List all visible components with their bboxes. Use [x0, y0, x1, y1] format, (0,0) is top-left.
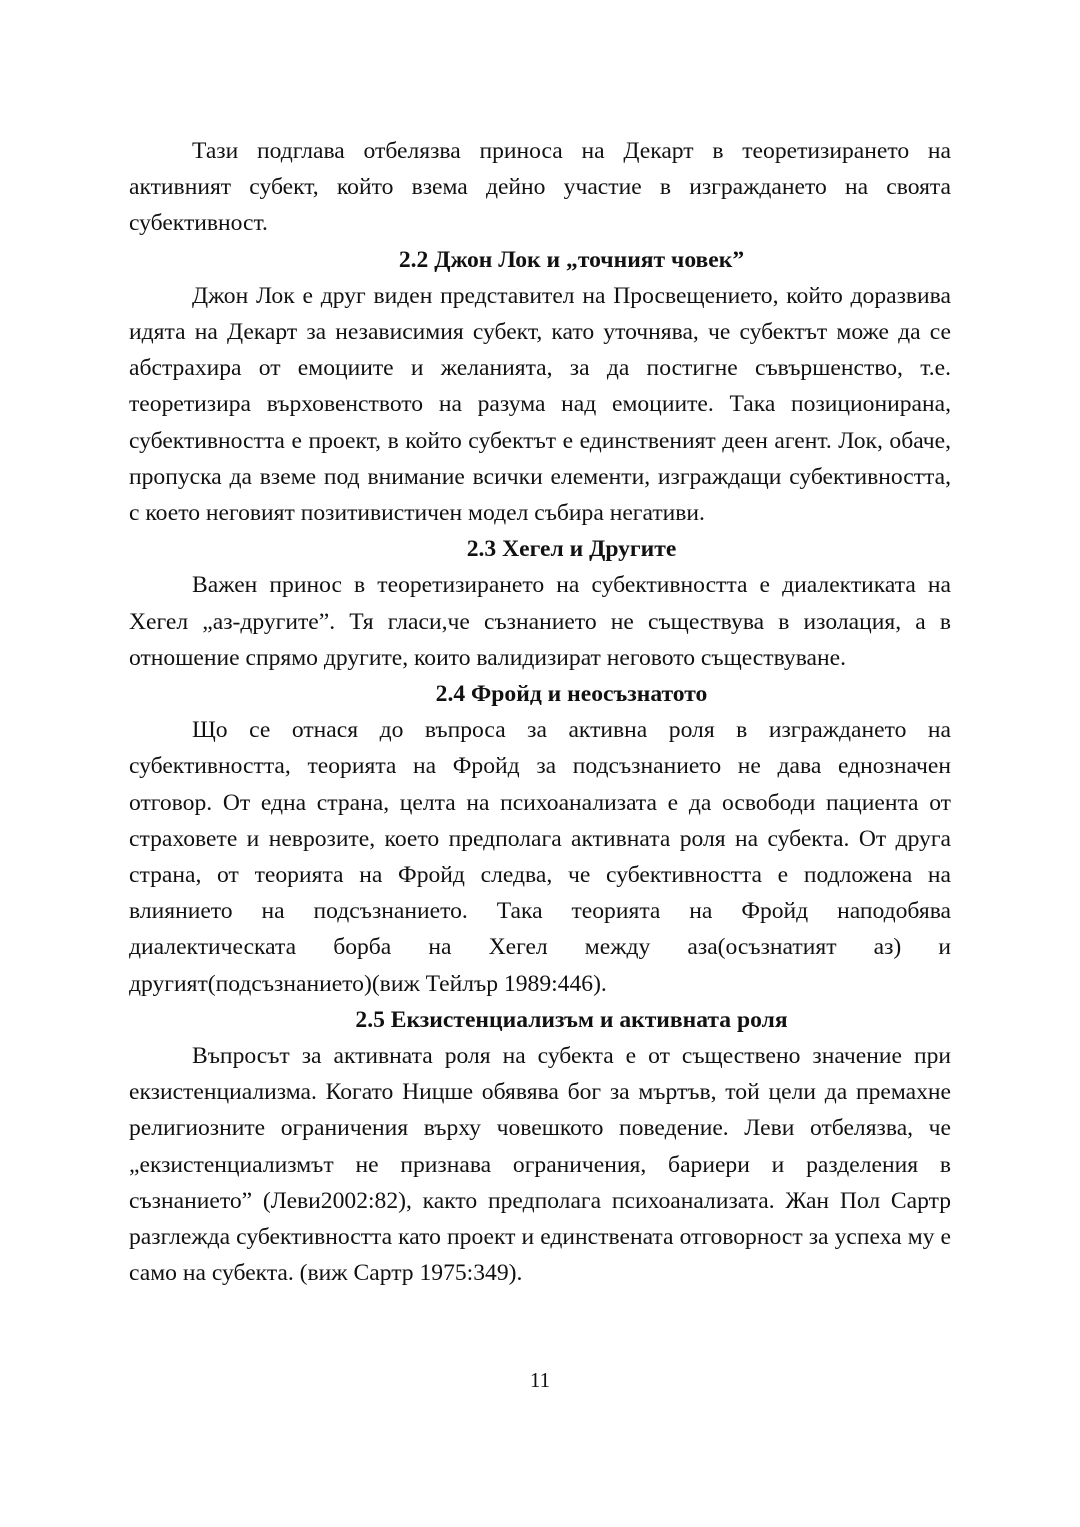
heading-locke: 2.2 Джон Лок и „точният човек” [398, 246, 745, 273]
page-number: 11 [529, 1368, 551, 1392]
paragraph-hegel: Важен принос в теоретизирането на субективността е диалектиката на Хегел „аз-другите”. Тя гласи,че съзнанието не съществува в изолация, а в отношение спрямо другите, които валидизират неговото съществуване. [129, 572, 951, 671]
body-text [129, 133, 951, 1292]
paragraph-existentialism: Въпросът за активната роля на субекта е от съществено значение при екзистенциализма. Когато Ницше обявява бог за мъртъв, той цели да премахне религиозните ограничения върху човешкото поведение. Леви отбелязва, че „екзистенциализмът не признава ограничения, бариери и разделения в съзнанието” (Леви2002:82), както предполага психоанализата. Жан Пол Сартр разглежда субективността като проект и единствената отговорност за успеха му е само на субекта. (виж Сартр 1975:349). [129, 1043, 951, 1287]
paragraph-freud: Що се отнася до въпроса за активна роля в изграждането на субективността, теорията на Фройд за подсъзнанието не дава еднозначен отговор. От една страна, целта на психоанализата е да освободи пациента от страховете и неврозите, което предполага активната роля на субекта. От друга страна, от теорията на Фройд следва, че субективността е подложена на влиянието на подсъзнанието. Така теорията на Фройд наподобява диалектическата борба на Хегел между аза(осъзнатият аз) и другият(подсъзнанието)(виж Тейлър 1989:446). [129, 717, 951, 997]
heading-hegel: 2.3 Хегел и Другите [466, 536, 677, 563]
paragraph-locke: Джон Лок е друг виден представител на Просвещението, който доразвива идята на Декарт за независимия субект, като уточнява, че субектът може да се абстрахира от емоциите и желанията, за да постигне съвършенство, т.е. теоретизира върховенството на разума над емоциите. Така позиционирана, субективността е проект, в който субектът е единственият деен агент. Лок, обаче, пропуска да вземе под внимание всички елементи, изграждащи субективността, с което неговият позитивистичен модел събира негативи. [129, 282, 951, 527]
heading-freud: 2.4 Фройд и неосъзнатото [435, 681, 708, 708]
heading-existentialism: 2.5 Екзистенциализъм и активната роля [355, 1006, 788, 1033]
paragraph-intro: Тази подглава отбелязва приноса на Декарт в теоретизирането на активният субект, който взема дейно участие в изграждането на своята субективност. [129, 138, 951, 237]
